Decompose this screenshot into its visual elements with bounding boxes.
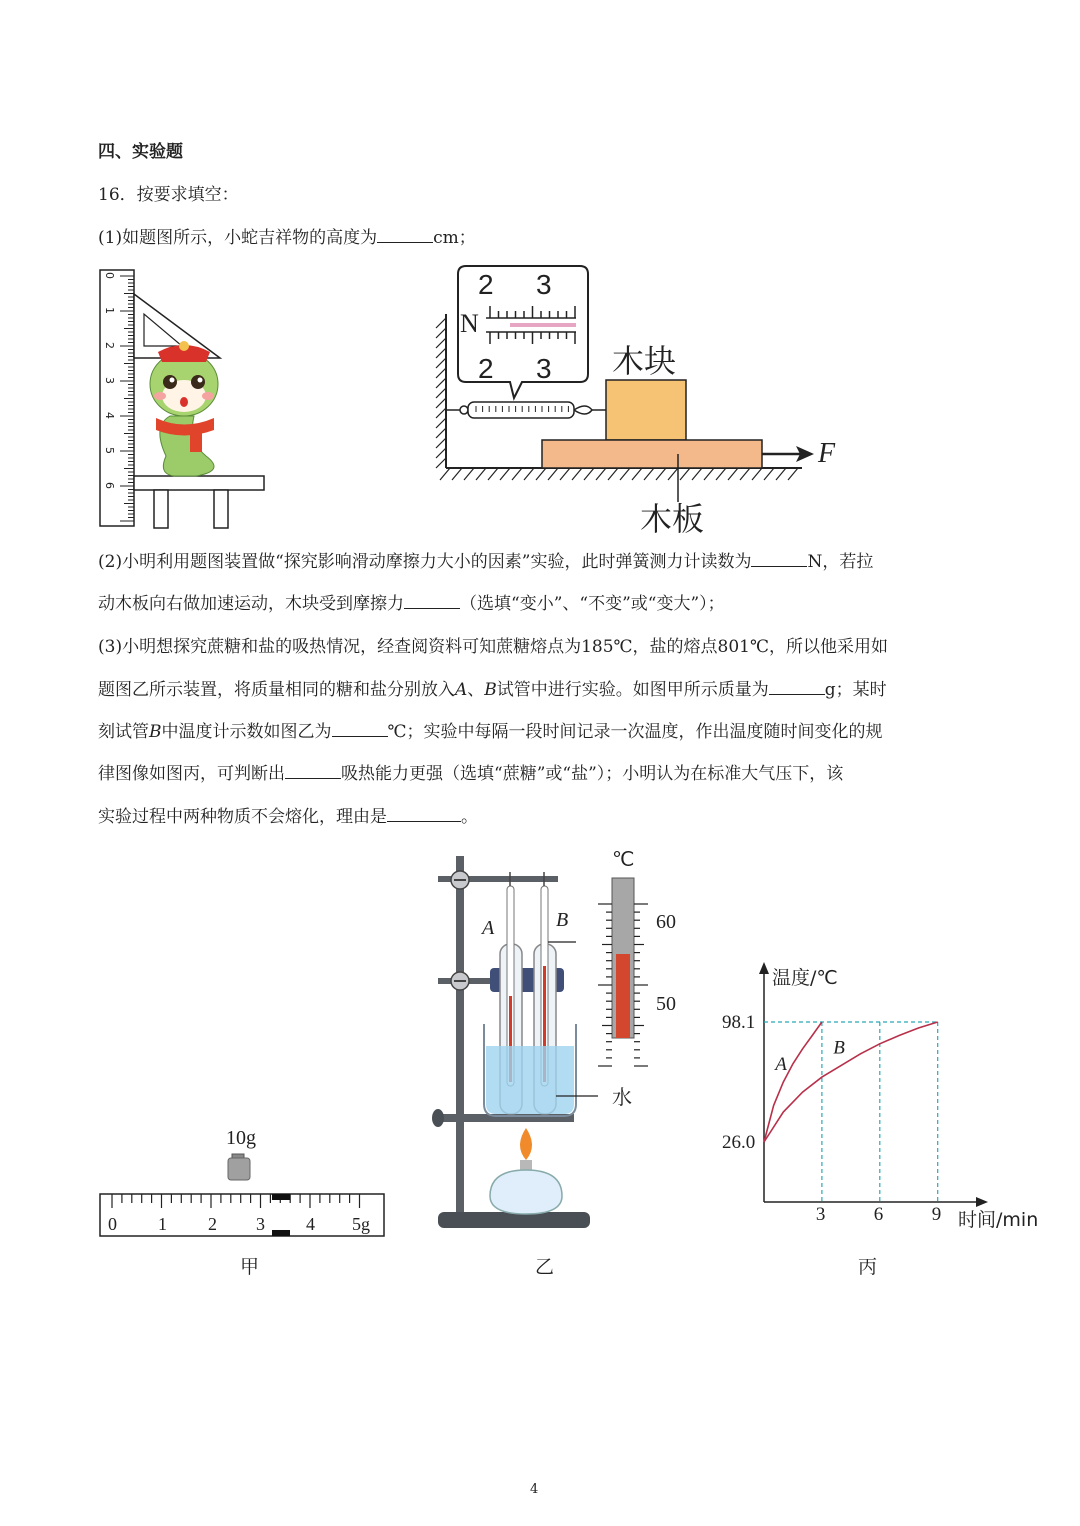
scale-top-label-2: 2 [478, 269, 494, 300]
beam-scale [100, 1194, 384, 1236]
thermometer-liquid [616, 954, 630, 1038]
friction-experiment-figure [430, 262, 850, 542]
y-tick-26.0: 26.0 [722, 1132, 756, 1153]
part3-line4: 律图像如图丙，可判断出 吸热能力更强（选填“蔗糖”或“盐”）；小明认为在标准大气压下，该 [98, 764, 844, 784]
stand-rod [456, 856, 464, 1224]
tube-label-b: B [556, 909, 569, 931]
alcohol-lamp [490, 1170, 562, 1214]
block-label: 木块 [612, 342, 677, 380]
answer-blank-force[interactable] [751, 550, 807, 567]
caption-jia: 甲 [240, 1256, 260, 1278]
scale-bottom-label-3: 3 [536, 353, 552, 384]
page-number: 4 [530, 1482, 539, 1497]
flame-icon [520, 1128, 532, 1160]
balance-scale-figure [96, 1120, 392, 1250]
weight-icon [228, 1158, 250, 1180]
ruler-label-6: 6 [103, 482, 116, 489]
ruler-mascot-figure [96, 266, 271, 531]
therm-label-50: 50 [656, 993, 676, 1015]
series-line-B [764, 1022, 938, 1142]
part2-line2: 动木板向右做加速运动，木块受到摩擦力 （选填“变小”、“不变”或“变大”）； [98, 594, 725, 614]
celsius-unit: ℃ [612, 849, 635, 871]
y-tick-98.1: 98.1 [722, 1012, 756, 1033]
answer-blank-substance[interactable] [285, 762, 341, 779]
heating-apparatus-figure [430, 846, 676, 1236]
ruler-label-1: 1 [103, 307, 116, 314]
pointer-bar [510, 323, 576, 327]
scale-top-label-3: 3 [536, 269, 552, 300]
beam-label-3: 3 [256, 1214, 265, 1234]
tube-label-a: A [482, 917, 495, 939]
answer-blank-friction-change[interactable] [404, 592, 460, 609]
part3-line1: (3)小明想探究蔗糖和盐的吸热情况，经查阅资料可知蔗糖熔点为185℃，盐的熔点801℃，所以他采用如 [98, 637, 889, 657]
scale-bottom-label-2: 2 [478, 353, 494, 384]
question-16-stem: 16．按要求填空： [98, 185, 239, 205]
stand-base [438, 1212, 590, 1228]
part2-line1: (2)小明利用题图装置做“探究影响滑动摩擦力大小的因素”实验，此时弹簧测力计读数为 N，若拉 [98, 552, 874, 572]
scale-unit-n: N [460, 309, 479, 338]
temperature-time-chart [710, 960, 1060, 1240]
y-axis-label: 温度/℃ [772, 967, 838, 989]
snake-mascot [150, 341, 218, 476]
spring-scale [468, 402, 574, 418]
beam-label-4: 4 [306, 1214, 315, 1234]
beam-label-5g: 5g [352, 1214, 370, 1234]
ruler-label-3: 3 [103, 377, 116, 384]
water-label: 水 [612, 1085, 632, 1109]
x-tick-3: 3 [815, 1204, 826, 1225]
x-tick-9: 9 [931, 1204, 942, 1225]
rider-bottom [272, 1230, 290, 1236]
beam-label-0: 0 [108, 1214, 117, 1234]
caption-yi: 乙 [535, 1256, 555, 1278]
section-title: 四、实验题 [98, 142, 183, 162]
caption-bing: 丙 [858, 1256, 878, 1278]
force-label: F [818, 438, 836, 469]
ruler-label-0: 0 [103, 272, 116, 279]
answer-blank-reason[interactable] [387, 805, 461, 822]
part3-line5: 实验过程中两种物质不会熔化，理由是 。 [98, 807, 478, 827]
beam-label-2: 2 [208, 1214, 217, 1234]
part3-line3: 刻试管B中温度计示数如图乙为 ℃；实验中每隔一段时间记录一次温度，作出温度随时间变化的规 [98, 722, 883, 742]
weight-label: 10g [226, 1127, 256, 1149]
table-top [134, 476, 264, 490]
x-tick-6: 6 [873, 1204, 884, 1225]
part1-text: (1)如题图所示，小蛇吉祥物的高度为 cm； [98, 228, 476, 248]
part3-line2: 题图乙所示装置，将质量相同的糖和盐分别放入A、B试管中进行实验。如图甲所示质量为 g；某时 [98, 680, 887, 700]
answer-blank-temperature[interactable] [332, 720, 388, 737]
answer-blank-height[interactable] [377, 226, 433, 243]
board-label: 木板 [640, 500, 705, 538]
ruler-label-5: 5 [103, 447, 116, 454]
rider-top [272, 1194, 290, 1200]
wooden-board [542, 440, 762, 468]
series-label-A: A [775, 1054, 787, 1076]
answer-blank-mass[interactable] [769, 678, 825, 695]
wooden-block [606, 380, 686, 440]
ruler-label-2: 2 [103, 342, 116, 349]
therm-label-60: 60 [656, 911, 676, 933]
water [486, 1046, 574, 1114]
ruler-label-4: 4 [103, 412, 116, 419]
series-label-B: B [833, 1037, 845, 1059]
series-line-A [764, 1022, 822, 1142]
x-axis-label: 时间/min [958, 1209, 1039, 1231]
beam-label-1: 1 [158, 1214, 167, 1234]
